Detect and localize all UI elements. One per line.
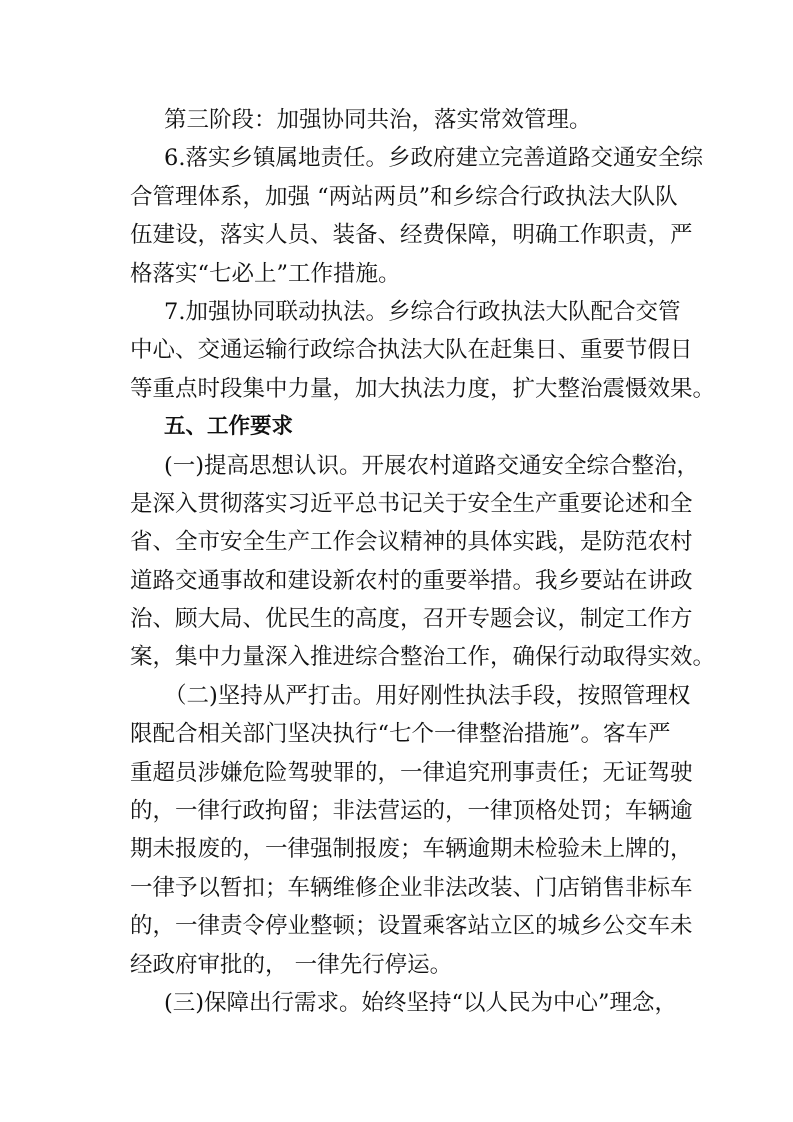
stage-three-heading: 第三阶段：加强协同共治，落实常效管理。 [164, 107, 592, 133]
requirement-1-line-4: 道路交通事故和建设新农村的重要举措。我乡要站在讲政 [130, 567, 693, 594]
requirement-2-line-1: （二)坚持从严打击。用好刚性执法手段，按照管理权 [164, 682, 691, 709]
requirement-1-line-5: 治、顾大局、优民生的高度，召开专题会议，制定工作方 [130, 606, 693, 633]
requirement-2-line-6: 一律予以暂扣；车辆维修企业非法改装、门店销售非标车 [130, 874, 693, 901]
requirement-2-line-4: 的，一律行政拘留；非法营运的，一律顶格处罚；车辆逾 [130, 798, 693, 825]
item-7-line-1: 7.加强协同联动执法。乡综合行政执法大队配合交管 [164, 298, 681, 325]
requirement-2-line-7: 的，一律责令停业整顿；设置乘客站立区的城乡公交车未 [130, 913, 693, 940]
requirement-1-line-3: 省、全市安全生产工作会议精神的具体实践，是防范农村 [130, 529, 693, 556]
item-6-line-4: 格落实“七必上”工作措施。 [130, 260, 401, 287]
section-five-heading: 五、工作要求 [164, 414, 294, 440]
item-7-line-2: 中心、交通运输行政综合执法大队在赶集日、重要节假日 [130, 337, 693, 364]
requirement-2-line-3: 重超员涉嫌危险驾驶罪的，一律追究刑事责任；无证驾驶 [130, 759, 693, 786]
item-7-line-3: 等重点时段集中力量，加大执法力度，扩大整治震慑效果。 [130, 375, 716, 402]
requirement-1-line-6: 案，集中力量深入推进综合整治工作，确保行动取得实效。 [130, 644, 716, 671]
item-6-line-2: 合管理体系，加强 “两站两员”和乡综合行政执法大队队 [130, 183, 678, 210]
requirement-2-line-8: 经政府审批的， 一律先行停运。 [130, 951, 453, 978]
requirement-2-line-5: 期未报废的，一律强制报废；车辆逾期未检验未上牌的， [130, 836, 693, 863]
item-6-line-1: 6.落实乡镇属地责任。乡政府建立完善道路交通安全综 [164, 145, 703, 172]
requirement-1-line-2: 是深入贯彻落实习近平总书记关于安全生产重要论述和全 [130, 490, 693, 517]
document-body [130, 101, 716, 1022]
requirement-2-line-2: 限配合相关部门坚决执行“七个一律整治措施”。客车严 [130, 721, 671, 748]
item-6-line-3: 伍建设，落实人员、装备、经费保障，明确工作职责，严 [130, 222, 693, 249]
requirement-3-line-1: (三)保障出行需求。始终坚持“以人民为中心”理念， [164, 989, 678, 1016]
requirement-1-line-1: (一)提高思想认识。开展农村道路交通安全综合整治， [164, 452, 700, 479]
